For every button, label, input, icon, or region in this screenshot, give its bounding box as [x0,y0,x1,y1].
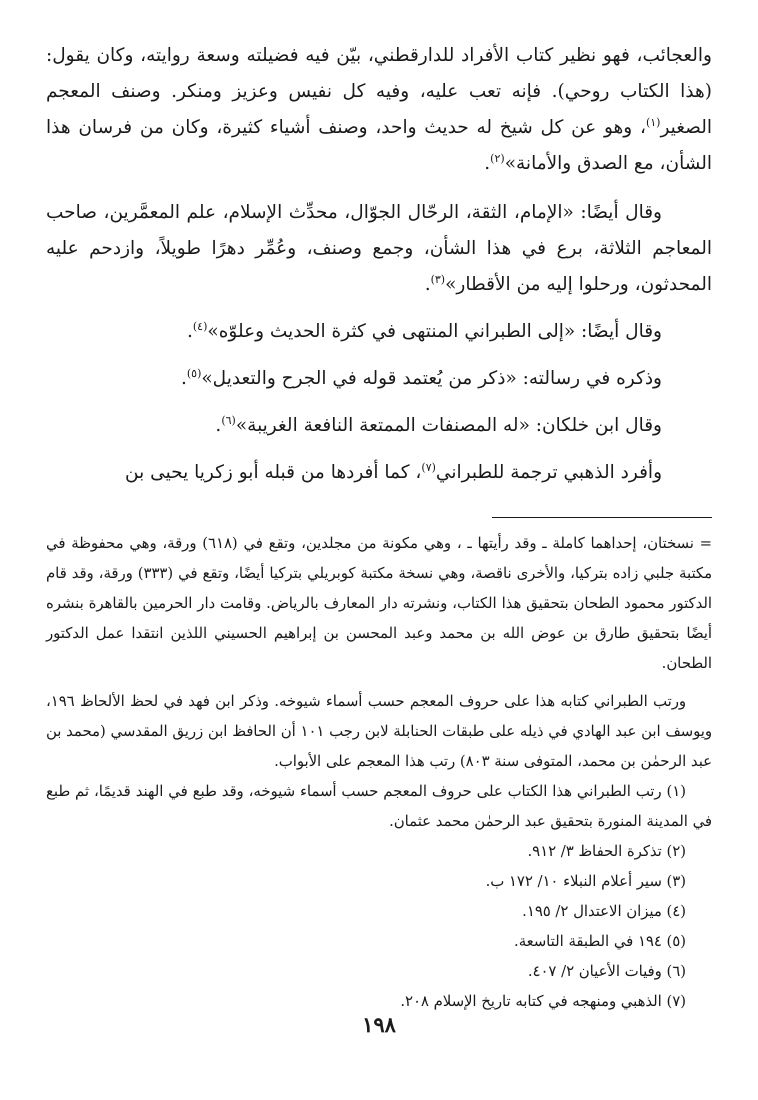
footnote-4: (٤) ميزان الاعتدال ٢/ ١٩٥. [522,903,686,920]
footnote-5: (٥) ١٩٤ في الطبقة التاسعة. [514,933,686,950]
footnotes-section [46,529,712,1017]
para4-text: وذكره في رسالته: «ذكر من يُعتمد قوله في الجرح والتعديل» [201,368,662,389]
body-paragraph-1 [46,38,712,182]
footnote-ref-2: (٢) [490,151,505,165]
footnote-continuation-block: = نسختان، إحداهما كاملة ـ وقد رأيتها ـ ، وهي مكونة من مجلدين، وتقع في (٦١٨) ورقة، وهي محفوظة في مكتبة جلبي زاده بتركيا، والأخرى ناقصة، وهي نسخة مكتبة كوبريلي بتركيا أيضًا، وتقع في (٣٣٣) ورقة، وقد قام الدكتور محمود الطحان بتحقيق هذا الكتاب، ونشرته دار المعارف بالرياض. وقامت دار الحرمين بالقاهرة بنشره أيضًا بتحقيق طارق بن عوض الله بن محمد وعبد المحسن بن إبراهيم الحسيني اللذين انتقدا عمل الدكتور الطحان. [46,535,713,672]
footnote-separator [492,517,712,518]
footnote-1: (١) رتب الطبراني هذا الكتاب على حروف المعجم حسب أسماء شيوخه، وقد طبع في الهند قديمًا، ثم طبع في المدينة المنورة بتحقيق عبد الرحمٰن محمد عثمان. [46,783,712,830]
footnote-ref-1: (١) [645,115,661,129]
para1-text: والعجائب، فهو نظير كتاب الأفراد للدارقطني، بيّن فيه فضيلته وسعة روايته، وكان يقول: (هذا الكتاب روحي). فإنه تعب عليه، وفيه كل نفيس وعزيز ومنكر. وصنف المعجم الصغير [46,45,712,138]
body-paragraph-3 [46,314,712,350]
footnote-7: (٧) الذهبي ومنهجه في كتابه تاريخ الإسلام ٢٠٨. [400,993,686,1010]
footnote-2: (٢) تذكرة الحفاظ ٣/ ٩١٢. [527,843,686,860]
body-paragraph-4 [46,361,712,397]
para6-end: ، كما أفردها من قبله أبو زكريا يحيى بن [125,462,422,483]
para2-text: وقال أيضًا: «الإمام، الثقة، الرحّال الجوّال، محدِّث الإسلام، علم المعمَّرين، صاحب المعاجم الثلاثة، برع في هذا الشأن، وجمع وصنف، وعُمِّر دهرًا طويلاً، وازدحم عليه المحدثون، ورحلوا إليه من الأقطار» [46,202,712,295]
page-number: ١٩٨ [362,1012,396,1037]
para3-end: . [186,321,193,342]
footnote-tarteeb-block: ورتب الطبراني كتابه هذا على حروف المعجم حسب أسماء شيوخه. وذكر ابن فهد في لحظ الألحاظ ١٩٦، ويوسف ابن عبد الهادي في ذيله على طبقات الحنابلة لابن رجب ١٠١ أن الحافظ ابن زريق المقدسي (محمد بن عبد الرحمٰن بن محمد، المتوفى سنة ٨٠٣) رتب هذا المعجم على الأبواب. [46,693,712,770]
footnote-ref-4: (٤) [192,319,208,333]
footnote-ref-7: (٧) [421,460,436,474]
para3-text: وقال أيضًا: «إلى الطبراني المنتهى في كثرة الحديث وعلوّه» [207,321,662,342]
main-body-text [46,38,712,491]
footnote-ref-3: (٣) [430,272,446,286]
para5-end: . [215,415,222,436]
footnote-ref-6: (٦) [221,413,236,427]
para5-text: وقال ابن خلكان: «له المصنفات الممتعة النافعة الغريبة» [235,415,662,436]
para1-end: . [484,153,491,174]
para2-end: . [424,274,431,295]
para4-end: . [180,368,187,389]
body-paragraph-2 [46,195,712,303]
body-paragraph-6 [46,455,712,491]
body-paragraph-5 [46,408,712,444]
footnote-6: (٦) وفيات الأعيان ٢/ ٤٠٧. [527,963,686,980]
para1-continuation: ، وهو عن كل شيخ له حديث واحد، وصنف أشياء كثيرة، وكان من فرسان هذا الشأن، مع الصدق والأمانة» [46,117,712,174]
para6-text: وأفرد الذهبي ترجمة للطبراني [435,462,662,483]
footnote-ref-5: (٥) [186,366,202,380]
footnote-3: (٣) سير أعلام النبلاء ١٠/ ١٧٢ ب. [485,873,686,890]
